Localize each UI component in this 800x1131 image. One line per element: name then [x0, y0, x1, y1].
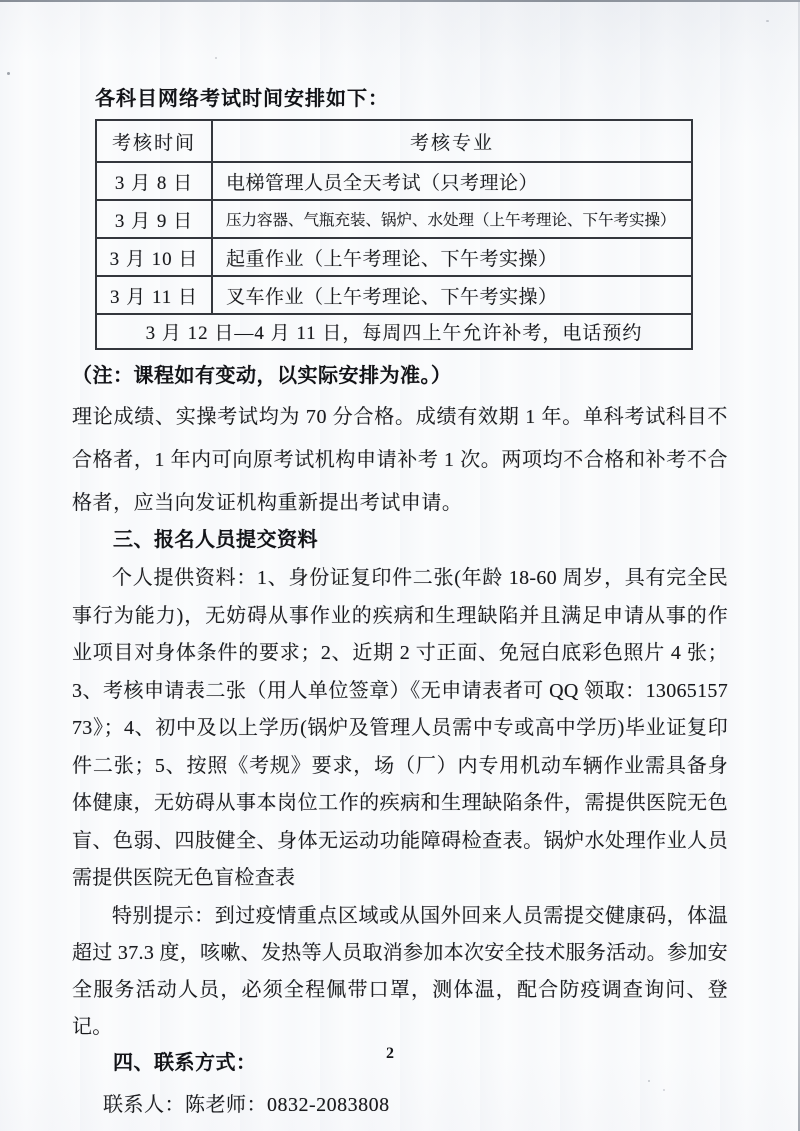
exam-date-cell: 3 月 9 日: [96, 200, 212, 238]
exam-date-cell: 3 月 8 日: [96, 162, 212, 200]
table-row: [96, 276, 692, 314]
exam-major-cell: 压力容器、气瓶充装、锅炉、水处理（上午考理论、下午考实操）: [212, 200, 692, 238]
header-cell-exam-time: 考核时间: [96, 120, 212, 162]
makeup-exam-cell: 3 月 12 日—4 月 11 日，每周四上午允许补考，电话预约: [96, 314, 692, 349]
section3-heading: 三、报名人员提交资料: [113, 529, 318, 551]
table-row: [96, 162, 692, 200]
covid-special-notice-paragraph: 特别提示：到过疫情重点区域或从国外回来人员需提交健康码，体温超过 37.3 度，咳嗽、发热等人员取消参加本次安全技术服务活动。参加安全服务活动人员，必须全程佩带口罩，测体温，配合防疫调查询问、登记。: [72, 904, 728, 1038]
scan-speck: [766, 20, 769, 22]
page-number: 2: [386, 1045, 394, 1062]
table-header-row: [96, 120, 692, 162]
exam-schedule-intro-line: 各科目网络考试时间安排如下：: [95, 88, 389, 110]
table-row: [96, 238, 692, 276]
passing-score-paragraph: 理论成绩、实操考试均为 70 分合格。成绩有效期 1 年。单科考试科目不合格者，1 年内可向原考试机构申请补考 1 次。两项均不合格和补考不合格者，应当向发证机构重新提出考试申请。: [72, 406, 728, 514]
table-row: [96, 200, 692, 238]
section4-heading: 四、联系方式：: [113, 1051, 257, 1074]
contact-person-line: 联系人：陈老师：0832-2083808: [103, 1093, 390, 1116]
exam-schedule-table: [95, 119, 693, 350]
scan-edge-top: [0, 0, 800, 2]
exam-major-cell: 起重作业（上午考理论、下午考实操）: [212, 238, 692, 276]
document-content: [72, 86, 728, 1117]
exam-major-cell: 电梯管理人员全天考试（只考理论）: [212, 162, 692, 200]
makeup-exam-row: [96, 314, 692, 349]
schedule-change-note: （注：课程如有变动，以实际安排为准。）: [72, 365, 452, 387]
exam-date-cell: 3 月 11 日: [96, 276, 212, 314]
header-cell-exam-major: 考核专业: [212, 120, 692, 162]
scan-speck: [215, 57, 217, 59]
scan-speck: [7, 72, 10, 75]
exam-major-cell: 叉车作业（上午考理论、下午考实操）: [212, 276, 692, 314]
submission-materials-paragraph: 个人提供资料：1、身份证复印件二张(年龄 18-60 周岁，具有完全民事行为能力)，无妨碍从事作业的疾病和生理缺陷并且满足申请从事的作业项目对身体条件的要求；2、近期 2 寸正面、免冠白底彩色照片 4 张；3、考核申请表二张（用人单位签章）《无申请表者可 QQ 领取：1306515773》；4、初中及以上学历(锅炉及管理人员需中专或高中学历)毕业证复印件二张；5、按照《考规》要求，场（厂）内专用机动车辆作业需具备身体健康，无妨碍从事本岗位工作的疾病和生理缺陷条件，需提供医院无色盲、色弱、四肢健全、身体无运动功能障碍检查表。锅炉水处理作业人员需提供医院无色盲检查表: [72, 567, 728, 889]
exam-date-cell: 3 月 10 日: [96, 238, 212, 276]
